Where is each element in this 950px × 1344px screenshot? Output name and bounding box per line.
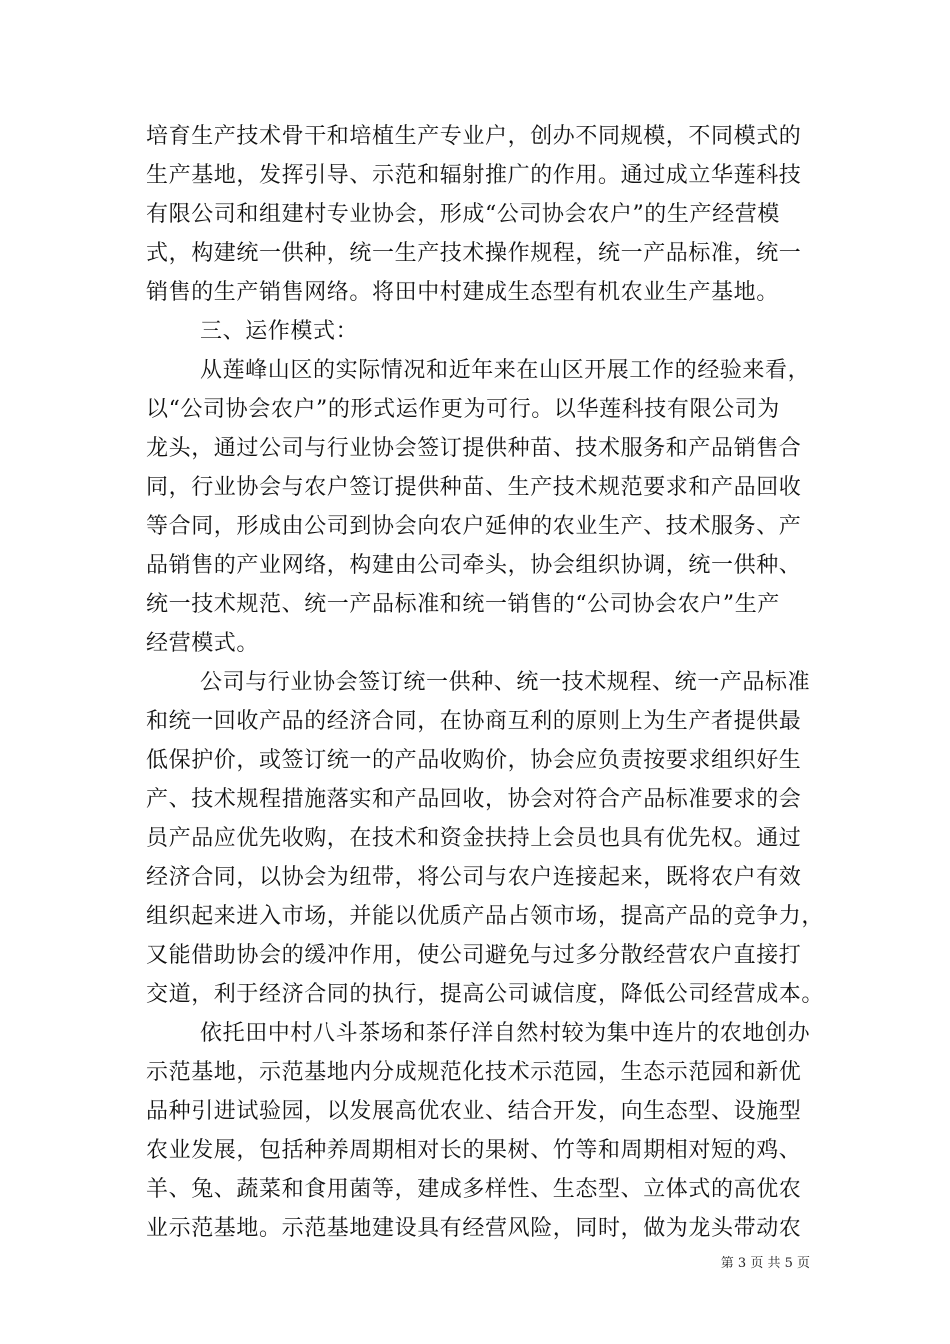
text-line: 龙头，通过公司与行业协会签订提供种苗、技术服务和产品销售合 xyxy=(146,436,802,461)
text-line: 品销售的产业网络，构建由公司牵头，协会组织协调，统一供种、 xyxy=(146,553,802,578)
page-number-footer: 第 3 页 共 5 页 xyxy=(720,1256,810,1271)
text-line: 员产品应优先收购，在技术和资金扶持上会员也具有优先权。通过 xyxy=(146,826,802,851)
text-line: 等合同，形成由公司到协会向农户延伸的农业生产、技术服务、产 xyxy=(146,514,802,539)
text-line: 品种引进试验园，以发展高优农业、结合开发，向生态型、设施型 xyxy=(146,1099,802,1124)
text-line: 交道，利于经济合同的执行，提高公司诚信度，降低公司经营成本。 xyxy=(146,982,825,1007)
text-line: 经营模式。 xyxy=(146,631,260,656)
text-line: 又能借助协会的缓冲作用，使公司避免与过多分散经营农户直接打 xyxy=(146,943,802,968)
section-heading: 三、运作模式： xyxy=(200,319,359,344)
text-line: 示范基地，示范基地内分成规范化技术示范园，生态示范园和新优 xyxy=(146,1060,802,1085)
text-line: 生产基地，发挥引导、示范和辐射推广的作用。通过成立华莲科技 xyxy=(146,163,802,188)
text-line: 组织起来进入市场，并能以优质产品占领市场，提高产品的竞争力， xyxy=(146,904,825,929)
text-line: 经济合同，以协会为纽带，将公司与农户连接起来，既将农户有效 xyxy=(146,865,802,890)
text-line: 公司与行业协会签订统一供种、统一技术规程、统一产品标准 xyxy=(200,670,811,695)
text-line: 同，行业协会与农户签订提供种苗、生产技术规范要求和产品回收 xyxy=(146,475,802,500)
text-line: 业示范基地。示范基地建设具有经营风险，同时，做为龙头带动农 xyxy=(146,1216,802,1241)
text-line: 农业发展，包括种养周期相对长的果树、竹等和周期相对短的鸡、 xyxy=(146,1138,802,1163)
text-line: 依托田中村八斗茶场和茶仔洋自然村较为集中连片的农地创办 xyxy=(200,1021,811,1046)
text-line: 以“公司协会农户”的形式运作更为可行。以华莲科技有限公司为 xyxy=(146,397,780,422)
text-line: 从莲峰山区的实际情况和近年来在山区开展工作的经验来看， xyxy=(200,358,811,383)
text-line: 和统一回收产品的经济合同，在协商互利的原则上为生产者提供最 xyxy=(146,709,802,734)
text-line: 统一技术规范、统一产品标准和统一销售的“公司协会农户”生产 xyxy=(146,592,780,617)
text-line: 产、技术规程措施落实和产品回收，协会对符合产品标准要求的会 xyxy=(146,787,802,812)
text-line: 销售的生产销售网络。将田中村建成生态型有机农业生产基地。 xyxy=(146,280,779,305)
text-line: 羊、兔、蔬菜和食用菌等，建成多样性、生态型、立体式的高优农 xyxy=(146,1177,802,1202)
text-line: 有限公司和组建村专业协会，形成“公司协会农户”的生产经营模 xyxy=(146,202,780,227)
text-line: 低保护价，或签订统一的产品收购价，协会应负责按要求组织好生 xyxy=(146,748,802,773)
text-line: 培育生产技术骨干和培植生产专业户，创办不同规模，不同模式的 xyxy=(146,124,802,149)
text-line: 式，构建统一供种，统一生产技术操作规程，统一产品标准，统一 xyxy=(146,241,802,266)
